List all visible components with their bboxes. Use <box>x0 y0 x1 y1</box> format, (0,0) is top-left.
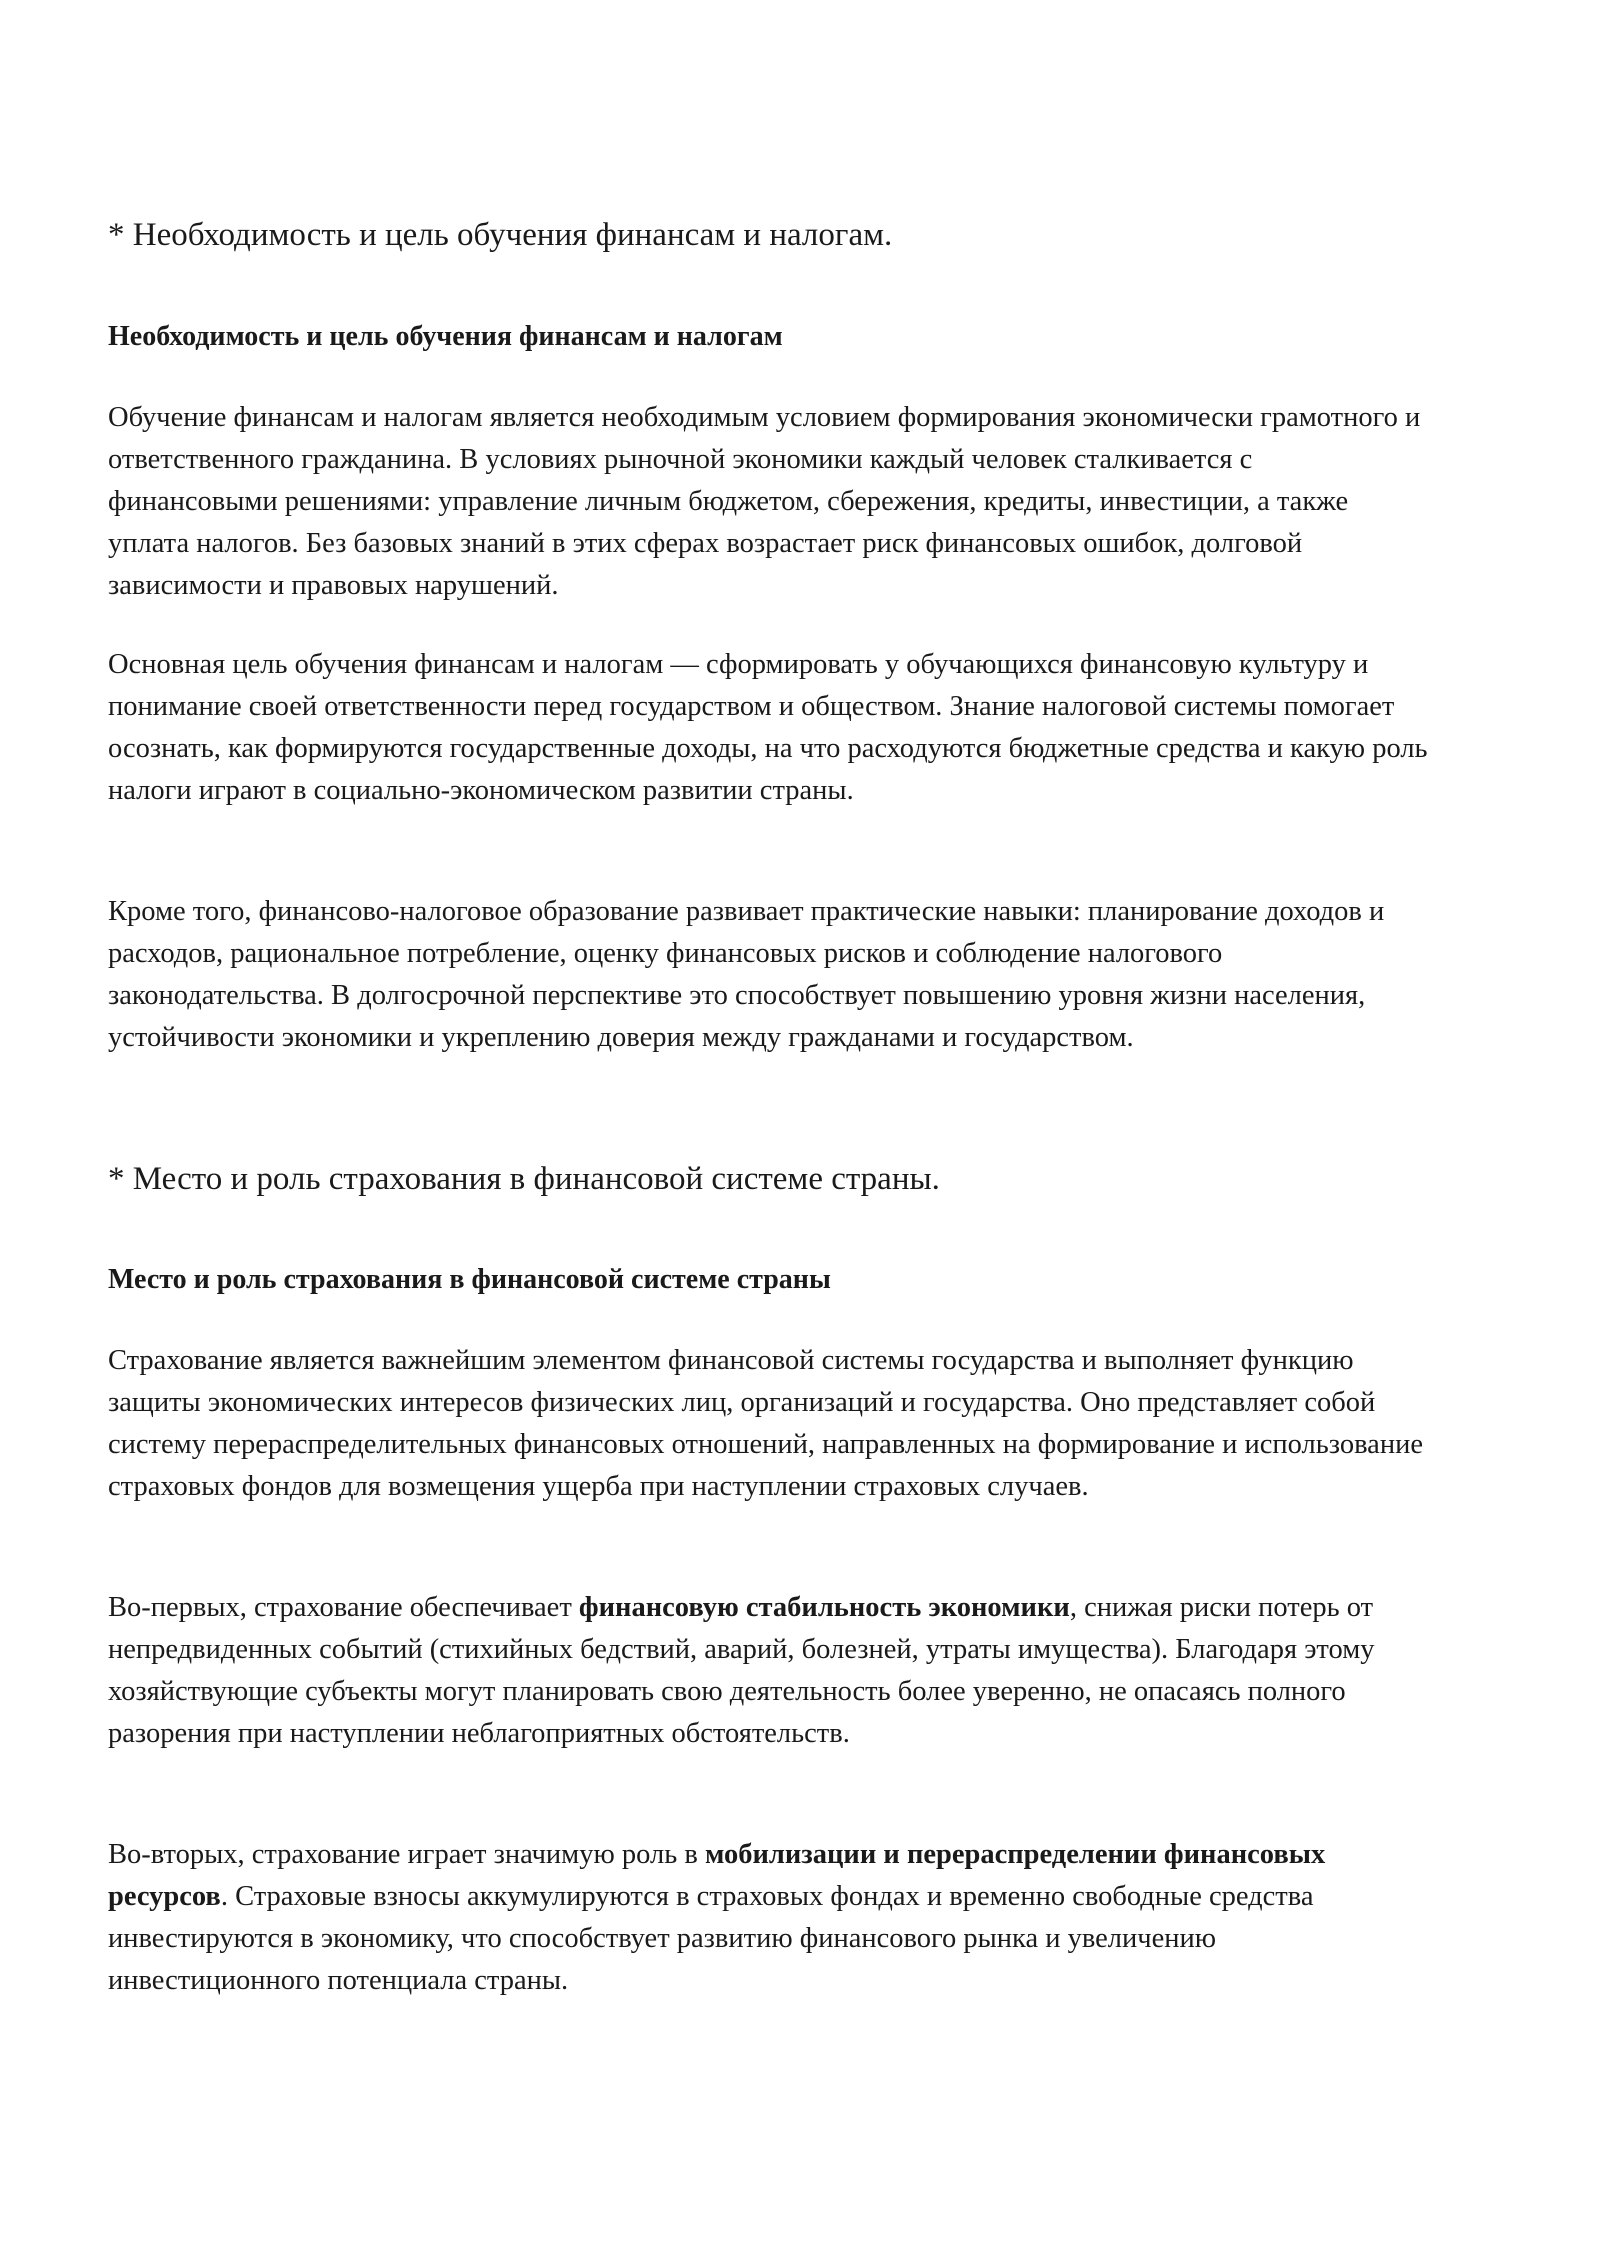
paragraph-finance-1: Обучение финансам и налогам является необходимым условием формирования экономически грамотного и ответственного гражданина. В условиях рыночной экономики каждый человек сталкивается с финансовыми решениями: управление личным бюджетом, сбережения, кредиты, инвестиции, а также уплата налогов. Без базовых знаний в этих сферах возрастает риск финансовых ошибок, долговой зависимости и правовых нарушений. <box>108 402 1421 601</box>
paragraph-insurance-1: Страхование является важнейшим элементом финансовой системы государства и выполняет функцию защиты экономических интересов физических лиц, организаций и государства. Оно представляет собой систему перераспределительных финансовых отношений, направленных на формирование и использование страховых фондов для возмещения ущерба при наступлении страховых случаев. <box>108 1345 1423 1502</box>
subheading-insurance: Место и роль страхования в финансовой системе страны <box>108 1264 831 1295</box>
paragraph-insurance-2-text-before: Во-первых, страхование обеспечивает <box>108 1592 579 1623</box>
paragraph-insurance-3-text-after: . Страховые взносы аккумулируются в страховых фондах и временно свободные средства инвестируются в экономику, что способствует развитию финансового рынка и увеличению инвестиционного потенциала страны. <box>108 1881 1314 1996</box>
section-heading-finance-taxes: * Необходимость и цель обучения финансам и налогам. <box>108 217 893 253</box>
paragraph-insurance-3-bold: мобилизации и перераспределении финансовых ресурсов <box>108 1839 1326 1912</box>
paragraph-insurance-2-text-after: , снижая риски потерь от непредвиденных событий (стихийных бедствий, аварий, болезней, утраты имущества). Благодаря этому хозяйствующие субъекты могут планировать свою деятельность более уверенно, не опасаясь полного разорения при наступлении неблагоприятных обстоятельств. <box>108 1592 1375 1749</box>
paragraph-finance-2: Основная цель обучения финансам и налогам — сформировать у обучающихся финансовую культуру и понимание своей ответственности перед государством и обществом. Знание налоговой системы помогает осознать, как формируются государственные доходы, на что расходуются бюджетные средства и какую роль налоги играют в социально-экономическом развитии страны. <box>108 649 1428 806</box>
paragraph-insurance-2 <box>108 1587 1428 1755</box>
paragraph-insurance-3-text-before: Во-вторых, страхование играет значимую роль в <box>108 1839 705 1870</box>
paragraph-finance-3: Кроме того, финансово-налоговое образование развивает практические навыки: планирование доходов и расходов, рациональное потребление, оценку финансовых рисков и соблюдение налогового законодательства. В долгосрочной перспективе это способствует повышению уровня жизни населения, устойчивости экономики и укреплению доверия между гражданами и государством. <box>108 896 1385 1053</box>
paragraph-insurance-2-bold: финансовую стабильность экономики <box>578 1592 1070 1623</box>
section-heading-insurance: * Место и роль страхования в финансовой системе страны. <box>108 1161 940 1197</box>
paragraph-insurance-3 <box>108 1834 1428 2002</box>
subheading-finance-taxes: Необходимость и цель обучения финансам и налогам <box>108 321 783 352</box>
